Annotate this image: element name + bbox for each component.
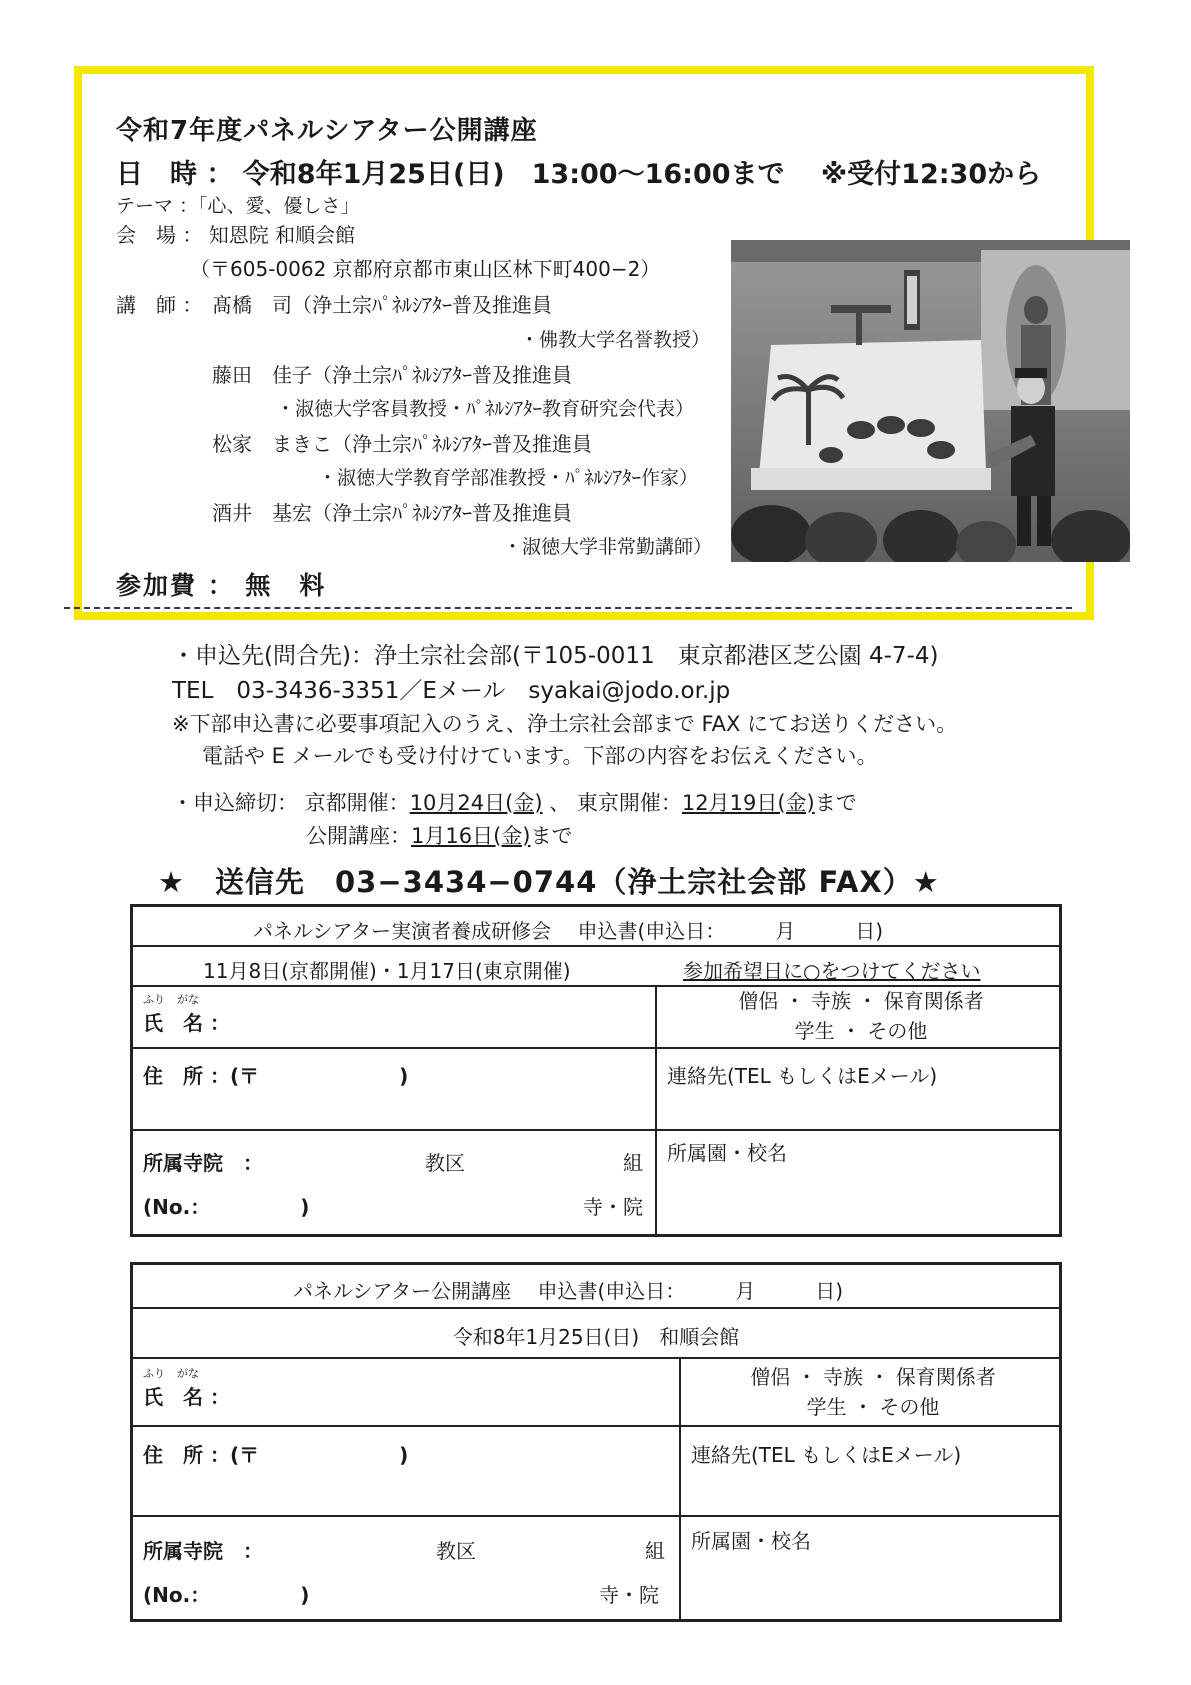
form1-category-1: 僧侶 ・ 寺族 ・ 保育関係者: [738, 989, 984, 1013]
deadline-label: ・申込締切：: [172, 791, 298, 815]
lecturer-1-name: 髙橋 司（浄土宗ﾊﾟﾈﾙｼｱﾀｰ普及推進員: [212, 293, 552, 317]
deadline-line: [172, 787, 857, 817]
form1-jiin-label: 寺・院: [583, 1195, 643, 1219]
form2-title: パネルシアター公開講座 申込書(申込日： 月 日): [293, 1279, 844, 1303]
lecturer-2-name: 藤田 佳子（浄土宗ﾊﾟﾈﾙｼｱﾀｰ普及推進員: [212, 363, 572, 387]
lecturer-1-role: ・佛教大学名誉教授）: [520, 329, 711, 351]
deadline-made-1: まで: [814, 791, 857, 815]
lecturer-2-role: ・淑徳大学客員教授・ﾊﾟﾈﾙｼｱﾀｰ教育研究会代表）: [276, 398, 695, 420]
form2-ruby-gana: がな: [177, 1367, 199, 1380]
form1-instruction: 参加希望日に○をつけてください: [683, 959, 981, 983]
form2-kyoku-label: 教区: [436, 1539, 476, 1563]
form2-category-1: 僧侶 ・ 寺族 ・ 保育関係者: [750, 1365, 996, 1389]
form1-ruby-furi: ふり: [143, 993, 165, 1006]
fax-destination: ★ 送信先 03−3434−0744（浄土宗社会部 FAX）★: [158, 865, 940, 899]
event-venue: 会 場 ： 知恩院 和順会館: [116, 223, 356, 247]
form2-title-row: [133, 1265, 1059, 1309]
event-title: 令和7年度パネルシアター公開講座: [116, 116, 538, 146]
lecturer-4-role: ・淑徳大学非常勤講師）: [503, 536, 713, 558]
form1-kyoku-label: 教区: [425, 1151, 465, 1175]
form1-category-2: 学生 ・ その他: [794, 1019, 928, 1043]
form2-divider: [679, 1359, 681, 1619]
kyoto-label: 京都開催：: [304, 791, 410, 815]
deadline-made-2: まで: [530, 824, 573, 848]
lecturer-4-name: 酒井 基宏（浄土宗ﾊﾟﾈﾙｼｱﾀｰ普及推進員: [212, 501, 572, 525]
event-theme: テーマ ：「心、愛、優しさ」: [116, 195, 360, 217]
event-photo: [731, 240, 1130, 562]
deadline-separator: 、: [549, 791, 571, 815]
form1-title-row: [133, 907, 1059, 947]
cut-line: [64, 607, 1072, 609]
event-date: 日 時 ： 令和8年1月25日(日) 13:00〜16:00まで ※受付12:30から: [116, 159, 1042, 190]
contact-tel-email: TEL 03-3436-3351／Eメール syakai@jodo.or.jp: [172, 678, 731, 704]
form2-name-label: 氏 名 ：: [143, 1385, 230, 1409]
form1-address-label: 住 所 ：(〒 ): [143, 1064, 409, 1088]
form2-contact-label: 連絡先(TEL もしくはEメール): [691, 1443, 962, 1467]
form1-name-label: 氏 名 ：: [143, 1011, 230, 1035]
form2-line-name: [133, 1425, 1059, 1427]
form1-title: パネルシアター実演者養成研修会 申込書(申込日： 月 日): [253, 919, 884, 943]
form-public-lecture-application: [130, 1262, 1062, 1622]
form1-ruby-gana: がな: [177, 993, 199, 1006]
form2-jiin-label: 寺・院: [599, 1583, 659, 1607]
lecturer-label: 講 師 ：: [116, 293, 203, 317]
form1-divider: [655, 987, 657, 1234]
form2-dates-row: [133, 1309, 1059, 1359]
form-training-application: [130, 904, 1062, 1237]
form2-temple-label: 所属寺院 ：: [143, 1539, 263, 1563]
form1-dates-row: [133, 947, 1059, 987]
lecturer-3-name: 松家 まきこ（浄土宗ﾊﾟﾈﾙｼｱﾀｰ普及推進員: [212, 432, 592, 456]
panel-theater-photo-image: [731, 240, 1130, 562]
lecturer-3-role: ・淑徳大学教育学部准教授・ﾊﾟﾈﾙｼｱﾀｰ作家）: [318, 467, 699, 489]
public-deadline: 1月16日(金): [411, 824, 531, 848]
tokyo-label: 東京開催：: [576, 791, 682, 815]
form2-kumi-label: 組: [645, 1539, 665, 1563]
form2-category-2: 学生 ・ その他: [806, 1395, 940, 1419]
form2-school-label: 所属園・校名: [691, 1529, 811, 1553]
event-fee: 参加費 ： 無 料: [116, 571, 327, 600]
form2-line-address: [133, 1515, 1059, 1517]
form2-ruby-furi: ふり: [143, 1367, 165, 1380]
form1-contact-label: 連絡先(TEL もしくはEメール): [667, 1064, 938, 1088]
event-address: （〒605-0062 京都府京都市東山区林下町400−2）: [190, 257, 661, 281]
form1-line-address: [133, 1129, 1059, 1131]
form1-dates: 11月8日(京都開催)・1月17日(東京開催): [203, 959, 571, 983]
form1-line-name: [133, 1047, 1059, 1049]
form1-school-label: 所属園・校名: [667, 1141, 787, 1165]
form1-temple-label: 所属寺院 ：: [143, 1151, 263, 1175]
form1-kumi-label: 組: [623, 1151, 643, 1175]
contact-note-2: 電話や E メールでも受け付けています。下部の内容をお伝えください。: [202, 744, 878, 768]
contact-address: ・申込先(問合先)：浄土宗社会部(〒105-0011 東京都港区芝公園 4-7-4): [172, 643, 939, 669]
form1-number-label: (No.： ): [143, 1195, 310, 1219]
deadline-public-line: [306, 820, 572, 850]
form2-address-label: 住 所 ：(〒 ): [143, 1443, 409, 1467]
form2-number-label: (No.： ): [143, 1583, 310, 1607]
kyoto-deadline: 10月24日(金): [409, 791, 543, 815]
form2-dates: 令和8年1月25日(日) 和順会館: [452, 1325, 740, 1349]
public-label: 公開講座：: [306, 824, 411, 848]
contact-note-1: ※下部申込書に必要事項記入のうえ、浄土宗社会部まで FAX にてお送りください。: [172, 712, 958, 736]
tokyo-deadline: 12月19日(金): [681, 791, 815, 815]
